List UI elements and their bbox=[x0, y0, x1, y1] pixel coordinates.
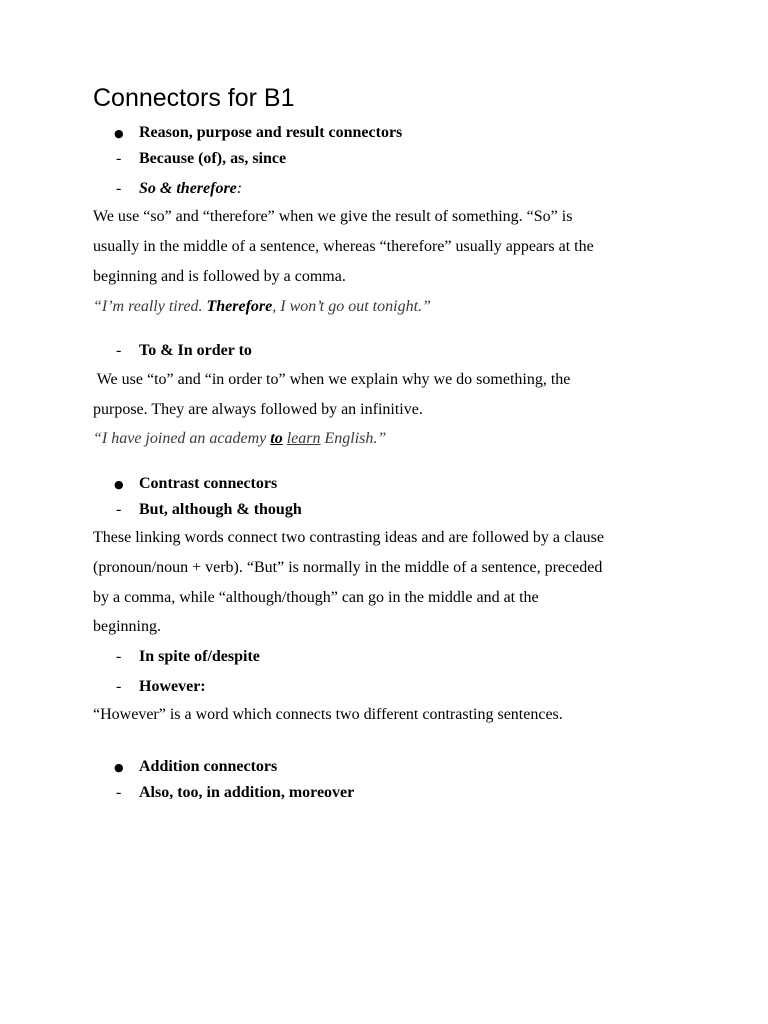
example-keyword: to bbox=[270, 430, 283, 447]
paragraph-line: beginning. bbox=[93, 618, 161, 635]
dash-icon: - bbox=[116, 784, 122, 801]
page-title: Connectors for B1 bbox=[93, 84, 295, 112]
example-keyword: Therefore bbox=[206, 298, 273, 315]
paragraph-line: “However” is a word which connects two different contrasting sentences. bbox=[93, 706, 563, 723]
paragraph-line: beginning and is followed by a comma. bbox=[93, 268, 346, 285]
paragraph-line: We use “so” and “therefore” when we give the result of something. “So” is bbox=[93, 208, 573, 225]
dash-icon: - bbox=[116, 501, 122, 518]
list-item-however: However: bbox=[139, 678, 206, 695]
paragraph-line: usually in the middle of a sentence, whereas “therefore” usually appears at the bbox=[93, 238, 594, 255]
dash-icon: - bbox=[116, 342, 122, 359]
example-text: “I’m really tired. bbox=[93, 298, 207, 315]
dash-icon: - bbox=[116, 678, 122, 695]
dash-icon: - bbox=[116, 150, 122, 167]
paragraph-line: (pronoun/noun + verb). “But” is normally in the middle of a sentence, preceded bbox=[93, 559, 603, 576]
example-text: “I have joined an academy bbox=[93, 430, 271, 447]
list-item-but-although: But, although & though bbox=[139, 501, 302, 518]
example-sentence bbox=[93, 430, 386, 448]
section-heading-addition: Addition connectors bbox=[139, 758, 278, 775]
bullet-icon: ● bbox=[114, 478, 124, 491]
example-underlined-word: learn bbox=[286, 430, 321, 447]
list-item-because: Because (of), as, since bbox=[139, 150, 287, 167]
colon-text: : bbox=[236, 180, 243, 197]
dash-icon: - bbox=[116, 180, 122, 197]
list-item-in-spite-of: In spite of/despite bbox=[139, 648, 260, 665]
dash-icon: - bbox=[116, 648, 122, 665]
list-item-so-therefore bbox=[139, 180, 242, 198]
paragraph-line: These linking words connect two contrasting ideas and are followed by a clause bbox=[93, 529, 604, 546]
example-sentence bbox=[93, 298, 431, 316]
list-item-so-therefore-label: So & therefore bbox=[139, 180, 237, 197]
list-item-also-too: Also, too, in addition, moreover bbox=[139, 784, 355, 801]
section-heading-contrast: Contrast connectors bbox=[139, 475, 278, 492]
paragraph-line: by a comma, while “although/though” can go in the middle and at the bbox=[93, 589, 539, 606]
paragraph-line: We use “to” and “in order to” when we explain why we do something, the bbox=[93, 371, 571, 388]
example-text: English.” bbox=[320, 430, 387, 447]
list-item-to-in-order-to: To & In order to bbox=[139, 342, 252, 359]
section-heading-reason: Reason, purpose and result connectors bbox=[139, 124, 403, 141]
example-text: , I won’t go out tonight.” bbox=[272, 298, 431, 315]
bullet-icon: ● bbox=[114, 127, 124, 140]
paragraph-line: purpose. They are always followed by an infinitive. bbox=[93, 401, 423, 418]
bullet-icon: ● bbox=[114, 761, 124, 774]
